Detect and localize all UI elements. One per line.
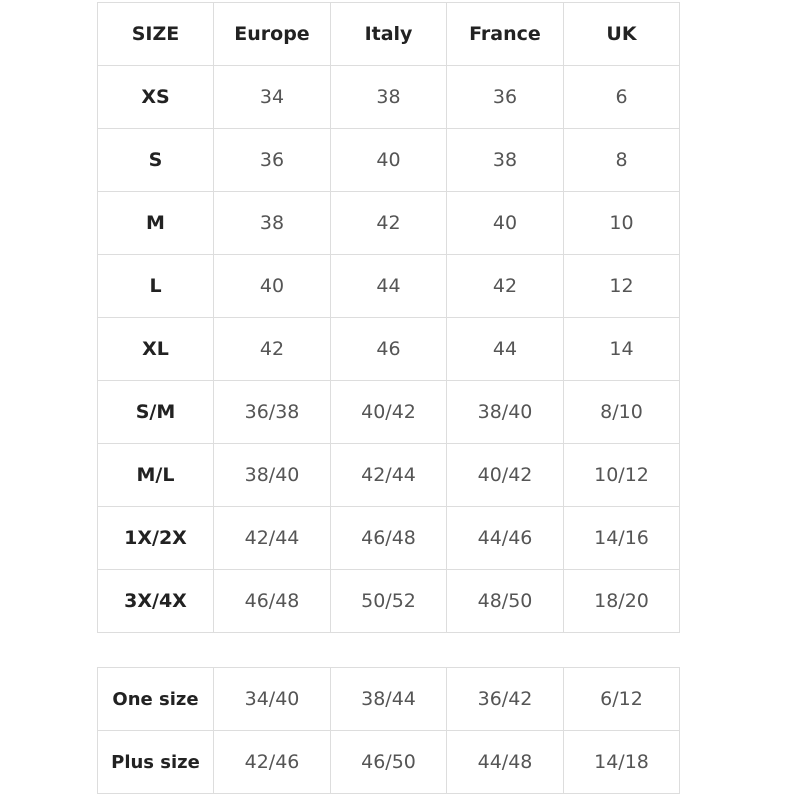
- cell-italy: 44: [331, 255, 447, 318]
- cell-europe: 42/44: [214, 507, 331, 570]
- row-size-label: L: [98, 255, 214, 318]
- cell-uk: 14/18: [564, 731, 680, 794]
- cell-europe: 34: [214, 66, 331, 129]
- cell-europe: 36/38: [214, 381, 331, 444]
- table-row: [98, 255, 680, 318]
- table-row: [98, 66, 680, 129]
- cell-france: 40: [447, 192, 564, 255]
- header-italy: Italy: [331, 3, 447, 66]
- cell-italy: 42: [331, 192, 447, 255]
- cell-italy: 40: [331, 129, 447, 192]
- row-size-label: 3X/4X: [98, 570, 214, 633]
- size-conversion-table-body: [98, 3, 680, 633]
- table-row: [98, 192, 680, 255]
- table-row: [98, 129, 680, 192]
- cell-europe: 34/40: [214, 668, 331, 731]
- cell-uk: 12: [564, 255, 680, 318]
- cell-europe: 36: [214, 129, 331, 192]
- table-row: [98, 318, 680, 381]
- header-size: SIZE: [98, 3, 214, 66]
- table-row: [98, 444, 680, 507]
- cell-italy: 40/42: [331, 381, 447, 444]
- cell-europe: 40: [214, 255, 331, 318]
- one-plus-size-table: [97, 667, 680, 794]
- table-row: [98, 731, 680, 794]
- row-size-label: M: [98, 192, 214, 255]
- cell-uk: 8: [564, 129, 680, 192]
- cell-italy: 42/44: [331, 444, 447, 507]
- cell-uk: 10/12: [564, 444, 680, 507]
- table-row: [98, 381, 680, 444]
- cell-uk: 18/20: [564, 570, 680, 633]
- cell-italy: 38/44: [331, 668, 447, 731]
- cell-uk: 14: [564, 318, 680, 381]
- row-size-label: M/L: [98, 444, 214, 507]
- cell-europe: 42: [214, 318, 331, 381]
- cell-europe: 42/46: [214, 731, 331, 794]
- table-row: [98, 507, 680, 570]
- cell-italy: 38: [331, 66, 447, 129]
- cell-italy: 50/52: [331, 570, 447, 633]
- cell-france: 38: [447, 129, 564, 192]
- table-header-row: [98, 3, 680, 66]
- cell-uk: 8/10: [564, 381, 680, 444]
- cell-uk: 6/12: [564, 668, 680, 731]
- row-size-label: XS: [98, 66, 214, 129]
- row-size-label: 1X/2X: [98, 507, 214, 570]
- table-row: [98, 570, 680, 633]
- cell-france: 44: [447, 318, 564, 381]
- cell-france: 40/42: [447, 444, 564, 507]
- cell-uk: 6: [564, 66, 680, 129]
- size-conversion-table: [97, 2, 680, 633]
- header-europe: Europe: [214, 3, 331, 66]
- cell-france: 36/42: [447, 668, 564, 731]
- cell-uk: 14/16: [564, 507, 680, 570]
- header-uk: UK: [564, 3, 680, 66]
- cell-europe: 46/48: [214, 570, 331, 633]
- cell-france: 44/48: [447, 731, 564, 794]
- cell-italy: 46/50: [331, 731, 447, 794]
- cell-france: 48/50: [447, 570, 564, 633]
- cell-uk: 10: [564, 192, 680, 255]
- cell-italy: 46: [331, 318, 447, 381]
- one-plus-size-table-body: [98, 668, 680, 794]
- cell-france: 44/46: [447, 507, 564, 570]
- cell-italy: 46/48: [331, 507, 447, 570]
- table-row: [98, 668, 680, 731]
- cell-europe: 38: [214, 192, 331, 255]
- row-size-label: S/M: [98, 381, 214, 444]
- cell-france: 42: [447, 255, 564, 318]
- header-france: France: [447, 3, 564, 66]
- cell-france: 38/40: [447, 381, 564, 444]
- row-size-label: One size: [98, 668, 214, 731]
- cell-france: 36: [447, 66, 564, 129]
- row-size-label: XL: [98, 318, 214, 381]
- row-size-label: S: [98, 129, 214, 192]
- cell-europe: 38/40: [214, 444, 331, 507]
- row-size-label: Plus size: [98, 731, 214, 794]
